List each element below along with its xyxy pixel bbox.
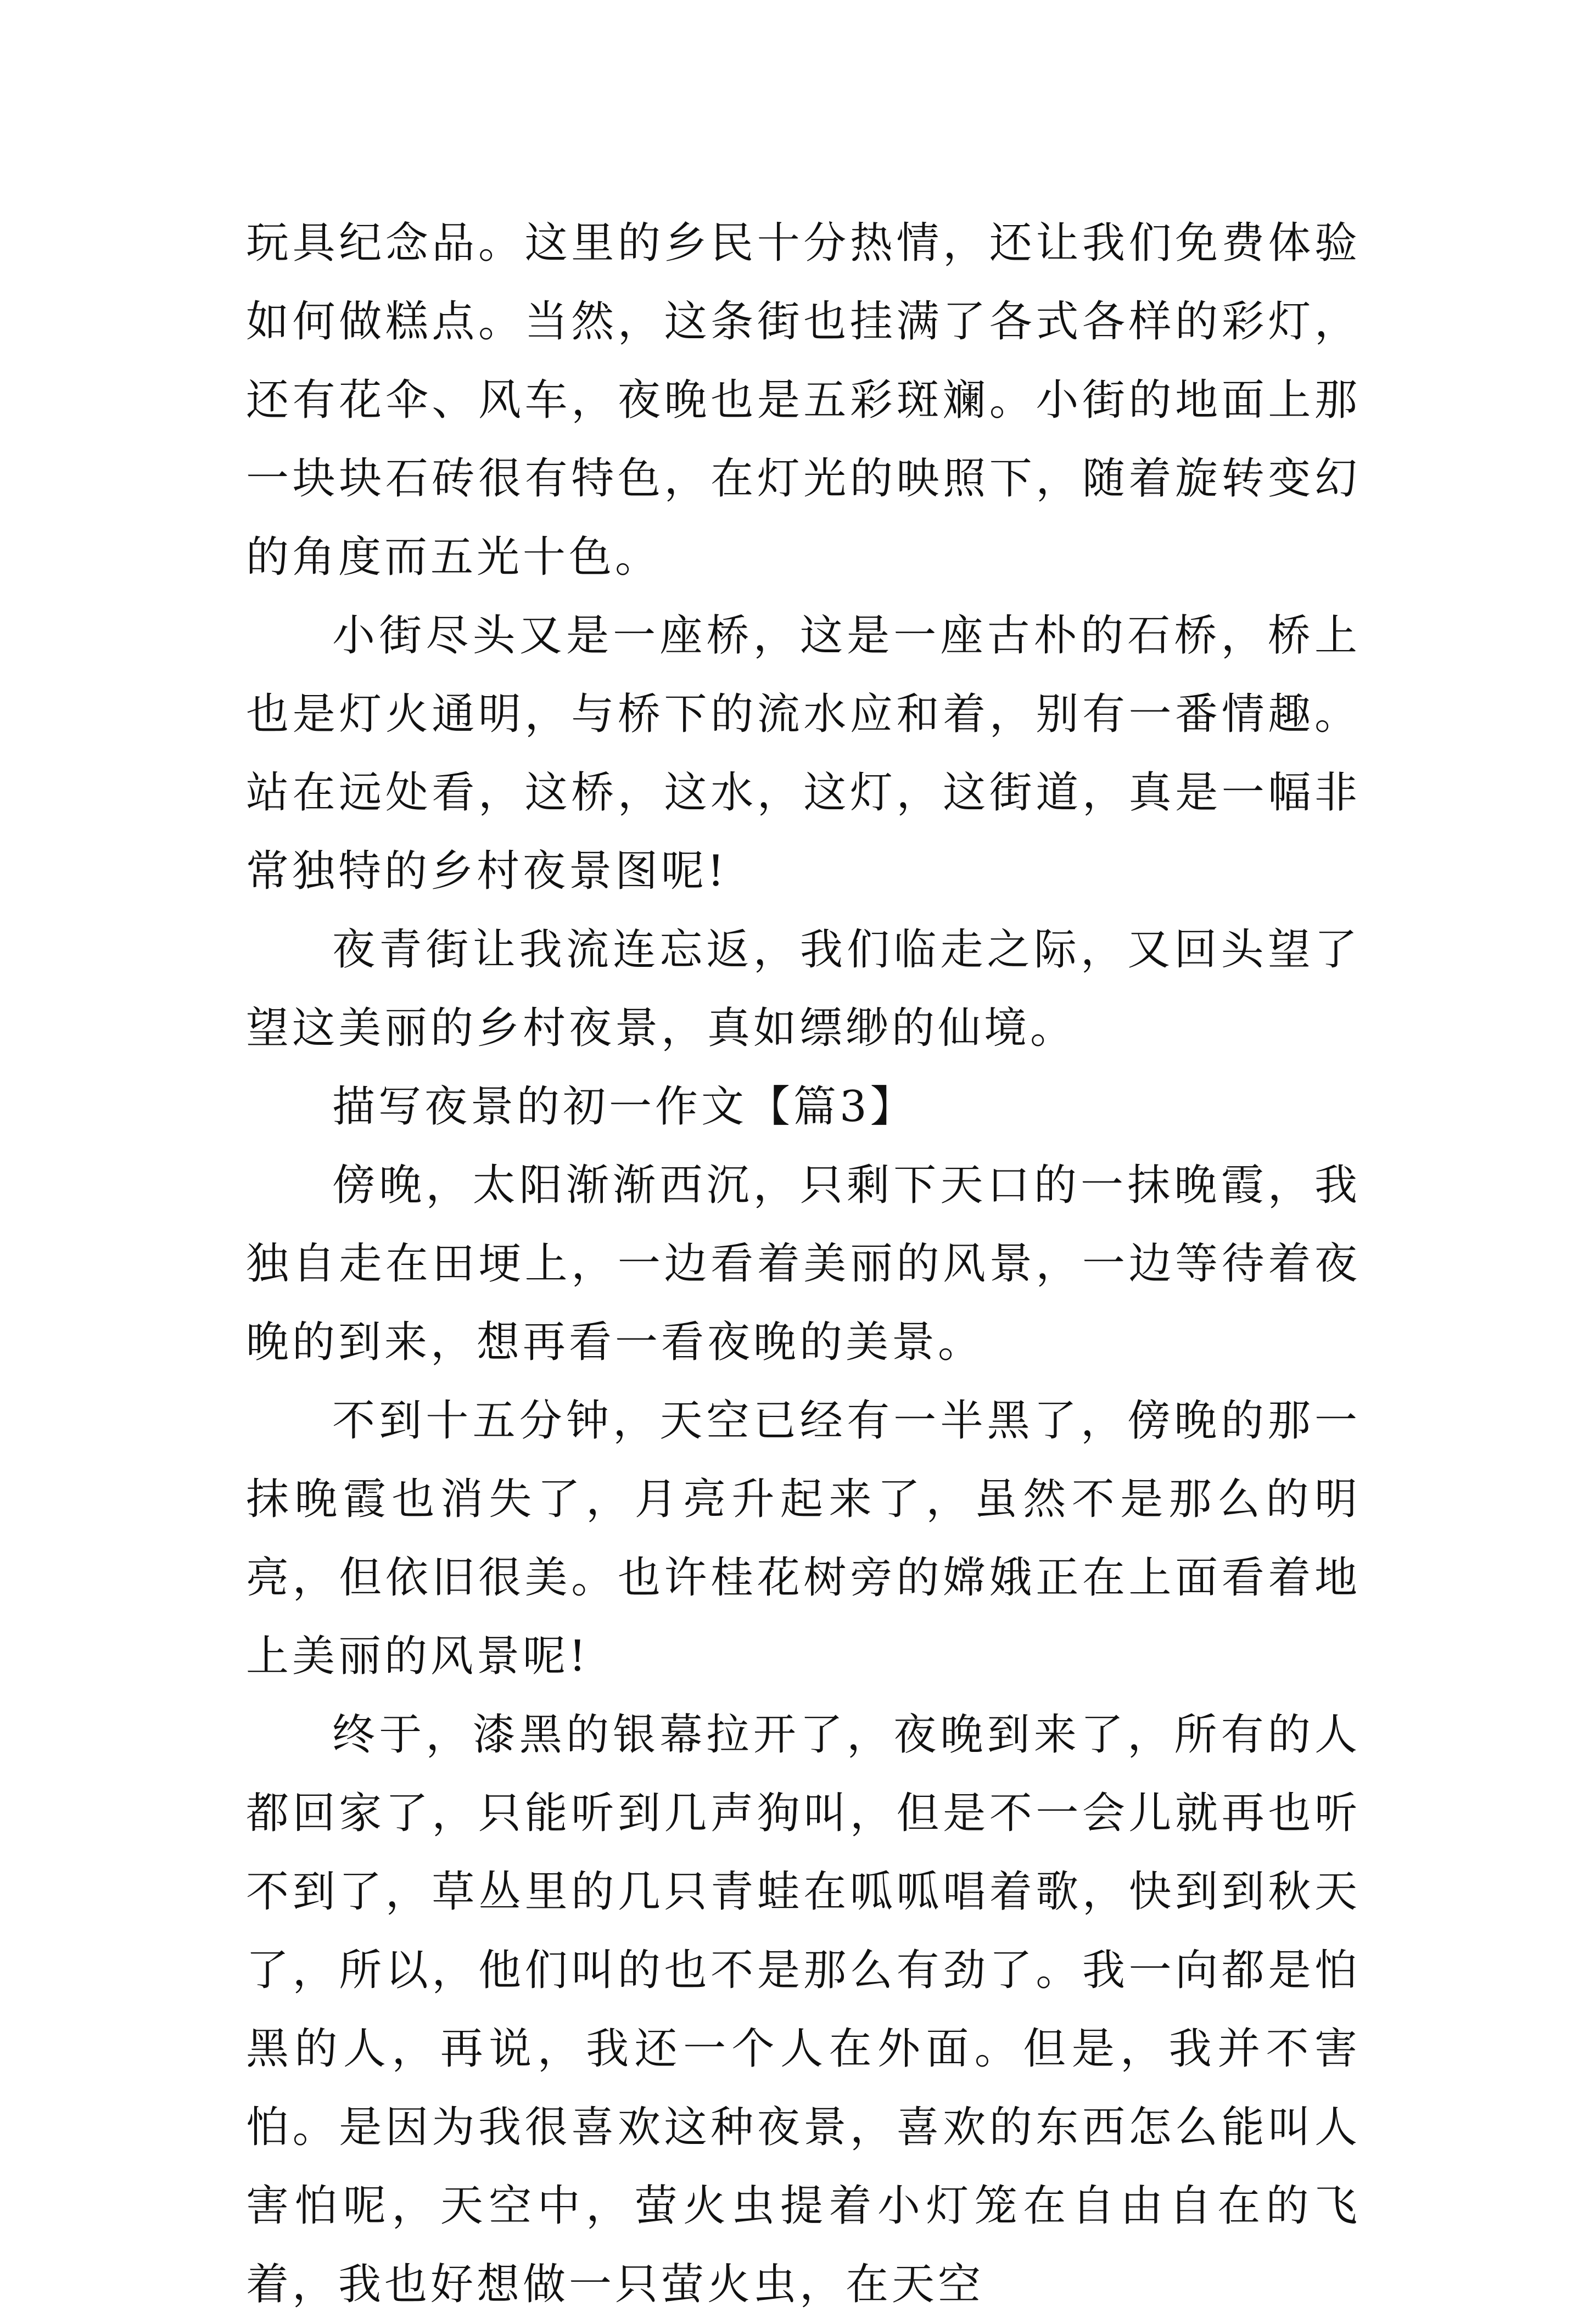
document-body xyxy=(246,204,1361,2324)
paragraph-6: 终于，漆黑的银幕拉开了，夜晚到来了，所有的人都回家了，只能听到几声狗叫，但是不一会儿就再也听不到了，草丛里的几只青蛙在呱呱唱着歌，快到到秋天了，所以，他们叫的也不是那么有劲了。我一向都是怕黑的人，再说，我还一个人在外面。但是，我并不害怕。是因为我很喜欢这种夜景，喜欢的东西怎么能叫人害怕呢，天空中，萤火虫提着小灯笼在自由自在的飞着，我也好想做一只萤火虫，在天空 xyxy=(246,1710,1361,2309)
paragraph-5: 不到十五分钟，天空已经有一半黑了，傍晚的那一抹晚霞也消失了，月亮升起来了，虽然不是那么的明亮，但依旧很美。也许桂花树旁的嫦娥正在上面看着地上美丽的风景呢! xyxy=(246,1396,1361,1681)
paragraph-1: 玩具纪念品。这里的乡民十分热情，还让我们免费体验如何做糕点。当然，这条街也挂满了各式各样的彩灯，还有花伞、风车，夜晚也是五彩斑斓。小街的地面上那一块块石砖很有特色，在灯光的映照下，随着旋转变幻的角度而五光十色。 xyxy=(246,219,1361,582)
paragraph-3: 夜青街让我流连忘返，我们临走之际，又回头望了望这美丽的乡村夜景，真如缥缈的仙境。 xyxy=(246,925,1361,1053)
paragraph-4: 傍晚，太阳渐渐西沉，只剩下天口的一抹晚霞，我独自走在田埂上，一边看着美丽的风景，一边等待着夜晚的到来，想再看一看夜晚的美景。 xyxy=(246,1161,1361,1367)
section-heading: 描写夜景的初一作文【篇3】 xyxy=(332,1082,916,1132)
paragraph-2: 小街尽头又是一座桥，这是一座古朴的石桥，桥上也是灯火通明，与桥下的流水应和着，别有一番情趣。站在远处看，这桥，这水，这灯，这街道，真是一幅非常独特的乡村夜景图呢! xyxy=(246,611,1361,896)
